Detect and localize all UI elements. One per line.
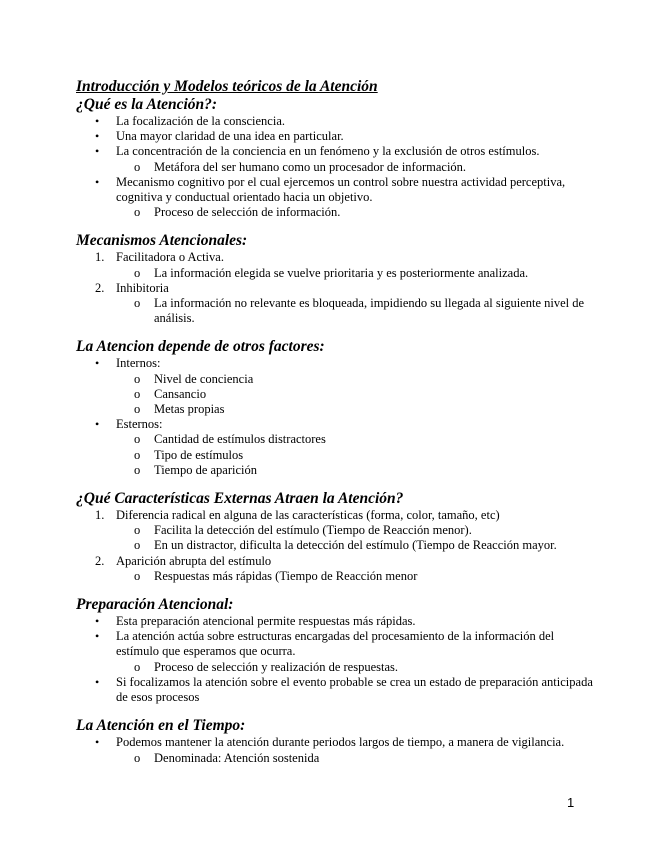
list-item <box>76 281 596 296</box>
list-item <box>76 629 596 659</box>
sub-bullet-marker: o <box>134 659 141 674</box>
sub-bullet-marker: o <box>134 523 141 538</box>
document-page <box>76 78 596 766</box>
list-item-text: Aparición abrupta del estímulo <box>116 553 272 568</box>
list-item <box>76 614 596 629</box>
list-item-text: La focalización de la consciencia. <box>116 114 286 128</box>
sub-list-item-text: Metáfora del ser humano como un procesador de información. <box>154 159 467 174</box>
list-item <box>76 175 596 205</box>
bullet-marker: • <box>95 735 100 750</box>
section-list <box>76 356 596 478</box>
sub-list-item <box>76 463 596 478</box>
sub-list-item <box>76 523 596 538</box>
sub-bullet-marker: o <box>134 462 141 477</box>
number-marker: 1. <box>95 508 105 523</box>
list-item <box>76 675 596 705</box>
section-heading: ¿Qué es la Atención?: <box>76 96 218 113</box>
sub-list-item-text: La información no relevante es bloqueada, impidiendo su llegada al siguiente nivel de análisis. <box>154 296 585 326</box>
bullet-marker: • <box>95 144 100 159</box>
sub-list-item-text: Tiempo de aparición <box>154 462 257 477</box>
bullet-marker: • <box>95 614 100 629</box>
list-item-text: Podemos mantener la atención durante periodos largos de tiempo, a manera de vigilancia. <box>116 735 565 750</box>
sub-bullet-marker: o <box>134 432 141 447</box>
section-list <box>76 614 596 705</box>
bullet-marker: • <box>95 629 100 644</box>
sub-list-item <box>76 538 596 553</box>
section-list <box>76 250 596 326</box>
document-title: Introducción y Modelos teóricos de la Atención <box>76 78 378 95</box>
number-marker: 2. <box>95 280 105 295</box>
sub-bullet-marker: o <box>134 159 141 174</box>
list-item-text: Esta preparación atencional permite respuestas más rápidas. <box>116 614 416 629</box>
section-heading: Mecanismos Atencionales: <box>76 232 248 250</box>
list-item <box>76 129 596 144</box>
section-list <box>76 114 596 220</box>
list-item-text: Mecanismo cognitivo por el cual ejercemos un control sobre nuestra actividad perceptiva, cognitiva y conductual orientado hacia un objetivo. <box>116 174 566 205</box>
sub-list-item-text: Tipo de estímulos <box>154 447 244 462</box>
list-item-text: Inhibitoria <box>116 280 169 295</box>
number-marker: 2. <box>95 553 105 568</box>
sub-list-item-text: Nivel de conciencia <box>154 371 254 386</box>
sections-container <box>76 96 596 766</box>
sub-bullet-marker: o <box>134 296 141 311</box>
section-list <box>76 508 596 584</box>
page-number: 1 <box>567 795 575 810</box>
list-item-text: La concentración de la conciencia en un fenómeno y la exclusión de otros estímulos. <box>116 144 540 159</box>
list-item-text: Internos: <box>116 356 161 371</box>
section-heading: La Atención en el Tiempo: <box>76 717 246 735</box>
sub-list-item <box>76 205 596 220</box>
sub-list-item-text: Cantidad de estímulos distractores <box>154 432 326 447</box>
sub-list-item <box>76 432 596 447</box>
sub-list-item-text: La información elegida se vuelve prioritaria y es posteriormente analizada. <box>154 265 529 280</box>
sub-bullet-marker: o <box>134 538 141 553</box>
list-item-text: Facilitadora o Activa. <box>116 250 224 265</box>
sub-bullet-marker: o <box>134 568 141 583</box>
sub-list-item <box>76 266 596 281</box>
sub-list-item <box>76 402 596 417</box>
sub-list-item-text: Proceso de selección de información. <box>154 205 341 220</box>
list-item <box>76 114 596 129</box>
bullet-marker: • <box>95 114 100 128</box>
bullet-marker: • <box>95 174 100 189</box>
list-item-text: Una mayor claridad de una idea en particular. <box>116 129 344 144</box>
list-item <box>76 356 596 371</box>
sub-bullet-marker: o <box>134 402 141 417</box>
bullet-marker: • <box>95 674 100 689</box>
sub-list-item <box>76 387 596 402</box>
sub-list-item-text: Metas propias <box>154 402 225 417</box>
sub-list-item <box>76 448 596 463</box>
bullet-marker: • <box>95 356 100 371</box>
sub-list-item <box>76 660 596 675</box>
list-item-text: La atención actúa sobre estructuras encargadas del procesamiento de la información del estímulo que esperamos que ocurra. <box>116 629 555 659</box>
list-item-text: Diferencia radical en alguna de las características (forma, color, tamaño, etc) <box>116 508 500 523</box>
sub-list-item-text: En un distractor, dificulta la detección del estímulo (Tiempo de Reacción mayor. <box>154 538 557 553</box>
list-item-text: Esternos: <box>116 417 163 432</box>
list-item <box>76 144 596 159</box>
sub-bullet-marker: o <box>134 447 141 462</box>
sub-list-item <box>76 160 596 175</box>
sub-list-item <box>76 751 596 766</box>
sub-list-item <box>76 372 596 387</box>
section-heading: ¿Qué Características Externas Atraen la Atención? <box>76 490 404 508</box>
section-list <box>76 735 596 765</box>
sub-list-item <box>76 296 596 326</box>
list-item-text: Si focalizamos la atención sobre el evento probable se crea un estado de preparación anticipada de esos procesos <box>116 674 593 705</box>
bullet-marker: • <box>95 417 100 432</box>
list-item <box>76 508 596 523</box>
sub-bullet-marker: o <box>134 386 141 401</box>
sub-list-item-text: Denominada: Atención sostenida <box>154 750 320 765</box>
list-item <box>76 735 596 750</box>
number-marker: 1. <box>95 250 105 265</box>
sub-bullet-marker: o <box>134 371 141 386</box>
sub-list-item-text: Cansancio <box>154 386 207 401</box>
section-heading: Preparación Atencional: <box>76 596 234 614</box>
sub-list-item-text: Proceso de selección y realización de respuestas. <box>154 659 398 674</box>
list-item <box>76 250 596 265</box>
list-item <box>76 417 596 432</box>
sub-list-item-text: Respuestas más rápidas (Tiempo de Reacción menor <box>154 568 418 583</box>
bullet-marker: • <box>95 129 100 144</box>
sub-list-item <box>76 569 596 584</box>
sub-bullet-marker: o <box>134 265 141 280</box>
sub-bullet-marker: o <box>134 205 141 220</box>
list-item <box>76 554 596 569</box>
section-heading: La Atencion depende de otros factores: <box>76 338 325 356</box>
sub-list-item-text: Facilita la detección del estímulo (Tiempo de Reacción menor). <box>154 523 472 538</box>
sub-bullet-marker: o <box>134 750 141 765</box>
